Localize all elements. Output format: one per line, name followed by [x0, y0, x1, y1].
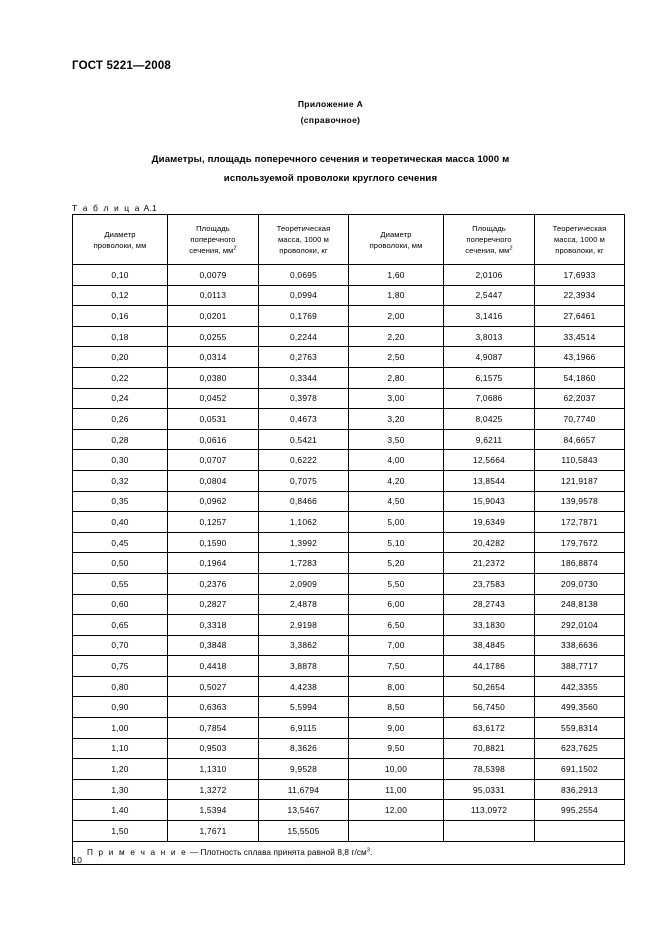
- table-cell: 0,5421: [259, 429, 349, 450]
- table-cell: 2,5447: [444, 285, 535, 306]
- table-cell: 23,7583: [444, 573, 535, 594]
- table-cell: 0,3344: [259, 367, 349, 388]
- table-cell: 0,24: [73, 388, 168, 409]
- table-cell: 0,0804: [168, 470, 259, 491]
- table-row: [73, 779, 625, 800]
- table-cell: 4,4238: [259, 676, 349, 697]
- table-cell: 2,0909: [259, 573, 349, 594]
- annex-label: Приложение А: [297, 99, 364, 109]
- table-cell: 2,4878: [259, 594, 349, 615]
- table-cell: 6,1575: [444, 367, 535, 388]
- table-cell: 70,7740: [535, 409, 625, 430]
- table-row: [73, 676, 625, 697]
- column-header-line-1: Площадь: [472, 224, 506, 233]
- column-header-superscript: 2: [509, 245, 513, 252]
- table-cell: 0,0994: [259, 285, 349, 306]
- column-header-line-1: Площадь: [196, 224, 230, 233]
- table-cell: 0,8466: [259, 491, 349, 512]
- column-header-line-2: проволоки, мм: [93, 240, 147, 250]
- table-cell: 0,0707: [168, 450, 259, 471]
- table-cell: 0,50: [73, 553, 168, 574]
- table-cell: 0,0695: [259, 265, 349, 286]
- table-cell: 5,50: [349, 573, 444, 594]
- table-cell: 13,5467: [259, 800, 349, 821]
- table-cell: 0,26: [73, 409, 168, 430]
- table-cell: 0,7854: [168, 718, 259, 739]
- table-cell: 2,0106: [444, 265, 535, 286]
- table-cell: 110,5843: [535, 450, 625, 471]
- table-row: [73, 306, 625, 327]
- table-note-superscript: 3: [366, 847, 370, 854]
- table-cell: 338,6636: [535, 635, 625, 656]
- column-header-line-2: масса, 1000 м: [277, 235, 329, 244]
- annex-kind: (справочное): [300, 115, 361, 125]
- column-header-1: [73, 215, 168, 265]
- table-note-lead: П р и м е ч а н и е: [87, 848, 188, 858]
- table-row: [73, 594, 625, 615]
- table-cell: 0,5027: [168, 676, 259, 697]
- table-cell: 836,2913: [535, 779, 625, 800]
- table-cell: 0,3318: [168, 615, 259, 636]
- table-cell: 0,70: [73, 635, 168, 656]
- table-cell: 1,3992: [259, 532, 349, 553]
- table-cell: 1,80: [349, 285, 444, 306]
- table-cell: 38,4845: [444, 635, 535, 656]
- table-note-row: [73, 841, 625, 864]
- column-header-2: [168, 215, 259, 265]
- table-cell: 0,55: [73, 573, 168, 594]
- table-cell: 559,8314: [535, 718, 625, 739]
- table-cell: 28,2743: [444, 594, 535, 615]
- table-cell: 623,7625: [535, 738, 625, 759]
- table-row: [73, 470, 625, 491]
- table-cell: 0,6363: [168, 697, 259, 718]
- table-cell: 4,00: [349, 450, 444, 471]
- table-cell: 0,2376: [168, 573, 259, 594]
- table-row: [73, 491, 625, 512]
- table-cell-empty: [535, 821, 625, 842]
- table-cell: 5,5994: [259, 697, 349, 718]
- table-cell: 0,28: [73, 429, 168, 450]
- table-cell: 0,3848: [168, 635, 259, 656]
- table-row: [73, 656, 625, 677]
- column-header-line-3: сечения, $мм^2$: [465, 245, 513, 255]
- table-cell: 0,16: [73, 306, 168, 327]
- table-cell: 78,5398: [444, 759, 535, 780]
- table-row: [73, 573, 625, 594]
- table-cell: 139,9578: [535, 491, 625, 512]
- page-number: 10: [72, 855, 83, 865]
- column-header-4: [349, 215, 444, 265]
- column-header-line-2: масса, 1000 м: [553, 235, 605, 244]
- table-cell: 0,30: [73, 450, 168, 471]
- table-cell: 1,30: [73, 779, 168, 800]
- table-cell: 0,45: [73, 532, 168, 553]
- column-header-line-3: сечения, $мм^2$: [189, 245, 237, 255]
- wire-spec-table-wrapper: [72, 214, 618, 865]
- column-header-3: [259, 215, 349, 265]
- table-cell: 0,1590: [168, 532, 259, 553]
- table-cell: 0,0255: [168, 326, 259, 347]
- column-header-6: [535, 215, 625, 265]
- table-row: [73, 615, 625, 636]
- table-cell: 1,50: [73, 821, 168, 842]
- table-cell: 63,6172: [444, 718, 535, 739]
- table-cell-empty: [444, 821, 535, 842]
- table-cell: 0,2244: [259, 326, 349, 347]
- table-cell: 121,9187: [535, 470, 625, 491]
- table-row: [73, 635, 625, 656]
- column-header-line-2: проволоки, мм: [369, 240, 423, 250]
- table-cell: 0,4418: [168, 656, 259, 677]
- column-header-5: [444, 215, 535, 265]
- table-row: [73, 388, 625, 409]
- table-cell: 0,1964: [168, 553, 259, 574]
- table-cell: 3,1416: [444, 306, 535, 327]
- annex-heading-block: [0, 96, 661, 128]
- table-cell: 0,60: [73, 594, 168, 615]
- table-row: [73, 821, 625, 842]
- table-cell: 0,3978: [259, 388, 349, 409]
- table-row: [73, 512, 625, 533]
- table-cell: 5,10: [349, 532, 444, 553]
- table-cell: 9,6211: [444, 429, 535, 450]
- table-cell: 22,3934: [535, 285, 625, 306]
- wire-spec-table: [72, 214, 625, 865]
- table-cell: 0,6222: [259, 450, 349, 471]
- table-cell: 1,7283: [259, 553, 349, 574]
- column-header-superscript: 2: [233, 245, 237, 252]
- table-header: [73, 215, 625, 265]
- table-cell: 1,10: [73, 738, 168, 759]
- column-header-line-2: поперечного: [466, 235, 512, 244]
- table-cell: 95,0331: [444, 779, 535, 800]
- table-row: [73, 759, 625, 780]
- table-cell: 0,1769: [259, 306, 349, 327]
- table-cell: 70,8821: [444, 738, 535, 759]
- column-header-line-3: проволоки, кг: [279, 246, 328, 255]
- table-cell: 0,4673: [259, 409, 349, 430]
- table-cell: 0,22: [73, 367, 168, 388]
- table-cell: 0,0616: [168, 429, 259, 450]
- table-cell: 0,7075: [259, 470, 349, 491]
- table-cell: 0,0314: [168, 347, 259, 368]
- table-row: [73, 409, 625, 430]
- annex-title-line-2: используемой проволоки круглого сечения: [223, 173, 438, 184]
- table-cell: 0,10: [73, 265, 168, 286]
- table-cell: 20,4282: [444, 532, 535, 553]
- table-cell: 1,40: [73, 800, 168, 821]
- table-row: [73, 553, 625, 574]
- table-row: [73, 429, 625, 450]
- table-row: [73, 718, 625, 739]
- table-caption-id: А.1: [143, 203, 157, 213]
- table-cell: 21,2372: [444, 553, 535, 574]
- table-cell: 0,0531: [168, 409, 259, 430]
- table-cell: 9,50: [349, 738, 444, 759]
- table-cell: 0,2763: [259, 347, 349, 368]
- annex-title-line-1: Диаметры, площадь поперечного сечения и теоретическая масса 1000 м: [151, 154, 510, 165]
- table-caption: [72, 203, 157, 213]
- table-cell: 1,60: [349, 265, 444, 286]
- table-cell: 12,5664: [444, 450, 535, 471]
- table-cell: 2,80: [349, 367, 444, 388]
- table-cell: 9,00: [349, 718, 444, 739]
- table-cell: 4,20: [349, 470, 444, 491]
- table-cell: 7,00: [349, 635, 444, 656]
- table-cell: 6,50: [349, 615, 444, 636]
- table-cell: 0,35: [73, 491, 168, 512]
- table-row: [73, 697, 625, 718]
- table-cell: 0,75: [73, 656, 168, 677]
- table-cell: 172,7871: [535, 512, 625, 533]
- table-note: П р и м е ч а н и е — Плотность сплава принята равной 8,8 $г/см^3$.: [73, 841, 625, 864]
- table-cell: 5,00: [349, 512, 444, 533]
- column-header-line-1: Диаметр: [380, 229, 412, 239]
- table-cell: 0,0962: [168, 491, 259, 512]
- annex-title: [96, 150, 565, 188]
- table-cell: 3,00: [349, 388, 444, 409]
- table-cell: 27,6461: [535, 306, 625, 327]
- table-cell: 50,2654: [444, 676, 535, 697]
- table-cell: 33,1830: [444, 615, 535, 636]
- table-cell: 0,0452: [168, 388, 259, 409]
- table-cell: 0,1257: [168, 512, 259, 533]
- table-cell: 3,8013: [444, 326, 535, 347]
- table-cell: 0,12: [73, 285, 168, 306]
- table-cell-empty: [349, 821, 444, 842]
- table-cell: 248,8138: [535, 594, 625, 615]
- table-cell: 54,1860: [535, 367, 625, 388]
- table-caption-prefix: Т а б л и ц а: [72, 203, 142, 213]
- table-cell: 442,3355: [535, 676, 625, 697]
- table-cell: 11,00: [349, 779, 444, 800]
- table-cell: 1,1310: [168, 759, 259, 780]
- table-cell: 62,2037: [535, 388, 625, 409]
- table-cell: 0,65: [73, 615, 168, 636]
- column-header-line-1: Теоретическая: [276, 224, 331, 233]
- table-row: [73, 450, 625, 471]
- table-cell: 33,4514: [535, 326, 625, 347]
- table-cell: 179,7672: [535, 532, 625, 553]
- table-cell: 995,2554: [535, 800, 625, 821]
- table-cell: 8,50: [349, 697, 444, 718]
- table-cell: 7,50: [349, 656, 444, 677]
- table-header-row: [73, 215, 625, 265]
- table-cell: 0,2827: [168, 594, 259, 615]
- table-cell: 3,20: [349, 409, 444, 430]
- table-cell: 0,0380: [168, 367, 259, 388]
- table-cell: 0,80: [73, 676, 168, 697]
- table-cell: 6,00: [349, 594, 444, 615]
- table-row: [73, 532, 625, 553]
- column-header-line-3: проволоки, кг: [555, 246, 604, 255]
- table-cell: 19,6349: [444, 512, 535, 533]
- table-cell: 17,6933: [535, 265, 625, 286]
- table-cell: 56,7450: [444, 697, 535, 718]
- table-row: [73, 347, 625, 368]
- table-cell: 2,50: [349, 347, 444, 368]
- table-cell: 44,1786: [444, 656, 535, 677]
- table-cell: 1,5394: [168, 800, 259, 821]
- table-cell: 43,1966: [535, 347, 625, 368]
- table-cell: 0,0079: [168, 265, 259, 286]
- table-cell: 1,7671: [168, 821, 259, 842]
- table-cell: 4,9087: [444, 347, 535, 368]
- table-cell: 1,3272: [168, 779, 259, 800]
- table-cell: 0,40: [73, 512, 168, 533]
- table-cell: 2,9198: [259, 615, 349, 636]
- table-cell: 186,8874: [535, 553, 625, 574]
- column-header-line-1: Теоретическая: [552, 224, 607, 233]
- table-cell: 388,7717: [535, 656, 625, 677]
- table-cell: 0,18: [73, 326, 168, 347]
- table-cell: 499,3560: [535, 697, 625, 718]
- table-cell: 9,9528: [259, 759, 349, 780]
- table-cell: 8,0425: [444, 409, 535, 430]
- table-cell: 7,0686: [444, 388, 535, 409]
- table-cell: 1,00: [73, 718, 168, 739]
- table-cell: 292,0104: [535, 615, 625, 636]
- table-cell: 11,6794: [259, 779, 349, 800]
- table-cell: 15,9043: [444, 491, 535, 512]
- table-cell: 3,8878: [259, 656, 349, 677]
- table-cell: 15,5505: [259, 821, 349, 842]
- table-cell: 0,9503: [168, 738, 259, 759]
- table-cell: 4,50: [349, 491, 444, 512]
- table-row: [73, 800, 625, 821]
- table-cell: 13,8544: [444, 470, 535, 491]
- table-cell: 691,1502: [535, 759, 625, 780]
- table-cell: 8,3626: [259, 738, 349, 759]
- table-cell: 113,0972: [444, 800, 535, 821]
- table-row: [73, 738, 625, 759]
- table-cell: 1,20: [73, 759, 168, 780]
- table-cell: 0,32: [73, 470, 168, 491]
- table-cell: 3,50: [349, 429, 444, 450]
- table-cell: 2,00: [349, 306, 444, 327]
- table-cell: 0,20: [73, 347, 168, 368]
- table-cell: 10,00: [349, 759, 444, 780]
- table-cell: 12,00: [349, 800, 444, 821]
- table-row: [73, 265, 625, 286]
- column-header-line-1: Диаметр: [104, 229, 136, 239]
- table-cell: 84,6657: [535, 429, 625, 450]
- table-body: [73, 265, 625, 865]
- table-cell: 2,20: [349, 326, 444, 347]
- table-cell: 0,0113: [168, 285, 259, 306]
- table-cell: 0,90: [73, 697, 168, 718]
- table-cell: 0,0201: [168, 306, 259, 327]
- table-row: [73, 285, 625, 306]
- table-row: [73, 367, 625, 388]
- table-cell: 209,0730: [535, 573, 625, 594]
- standard-designation: ГОСТ 5221—2008: [72, 60, 172, 72]
- table-cell: 8,00: [349, 676, 444, 697]
- table-cell: 5,20: [349, 553, 444, 574]
- table-row: [73, 326, 625, 347]
- table-cell: 6,9115: [259, 718, 349, 739]
- column-header-line-2: поперечного: [190, 235, 236, 244]
- table-cell: 3,3862: [259, 635, 349, 656]
- table-cell: 1,1062: [259, 512, 349, 533]
